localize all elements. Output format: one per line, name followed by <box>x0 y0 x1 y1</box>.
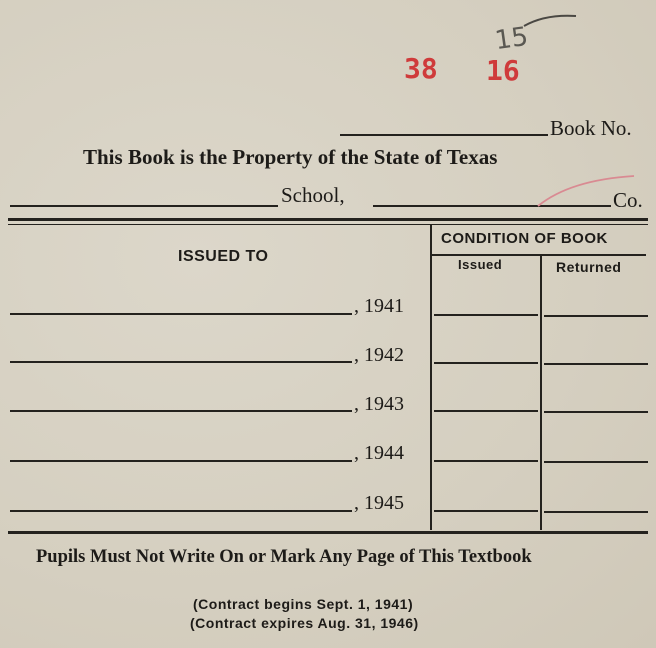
table-top-border-thin <box>8 224 648 225</box>
handwritten-number: 15 <box>493 21 531 57</box>
stamp-number-right: 16 <box>486 54 520 87</box>
name-line-1944 <box>10 460 352 462</box>
year-1945: , 1945 <box>354 492 404 514</box>
pencil-mark <box>520 10 580 30</box>
returned-line-1942 <box>544 363 648 365</box>
name-line-1943 <box>10 410 352 412</box>
issued-column-header: Issued <box>458 257 503 272</box>
condition-of-book-header: CONDITION OF BOOK <box>441 230 608 247</box>
issued-line-1944 <box>434 460 538 462</box>
table-top-border <box>8 218 648 221</box>
book-number-label: Book No. <box>550 116 632 140</box>
name-line-1941 <box>10 313 352 315</box>
stamp-number-left: 38 <box>404 52 438 85</box>
issued-line-1941 <box>434 314 538 316</box>
condition-header-line <box>432 254 646 256</box>
returned-line-1941 <box>544 315 648 317</box>
property-statement: This Book is the Property of the State of Texas <box>83 145 498 169</box>
issued-to-header: ISSUED TO <box>178 248 269 265</box>
returned-line-1943 <box>544 411 648 413</box>
county-label: Co. <box>613 188 643 212</box>
year-1941: , 1941 <box>354 295 404 317</box>
name-line-1942 <box>10 361 352 363</box>
school-line <box>10 205 278 207</box>
issued-line-1945 <box>434 510 538 512</box>
contract-begins: (Contract begins Sept. 1, 1941) <box>193 596 414 612</box>
issued-line-1943 <box>434 410 538 412</box>
contract-expires: (Contract expires Aug. 31, 1946) <box>190 615 419 631</box>
year-1942: , 1942 <box>354 344 404 366</box>
name-line-1945 <box>10 510 352 512</box>
pink-pen-mark <box>530 170 640 210</box>
returned-column-header: Returned <box>556 259 622 275</box>
issued-line-1942 <box>434 362 538 364</box>
table-bottom-border <box>8 531 648 534</box>
school-label: School, <box>281 183 345 207</box>
returned-line-1945 <box>544 511 648 513</box>
returned-line-1944 <box>544 461 648 463</box>
no-marking-warning: Pupils Must Not Write On or Mark Any Page of This Textbook <box>36 547 532 567</box>
book-number-line <box>340 134 548 136</box>
condition-column-divider <box>540 255 542 530</box>
year-1943: , 1943 <box>354 393 404 415</box>
table-divider <box>430 224 432 530</box>
year-1944: , 1944 <box>354 442 404 464</box>
